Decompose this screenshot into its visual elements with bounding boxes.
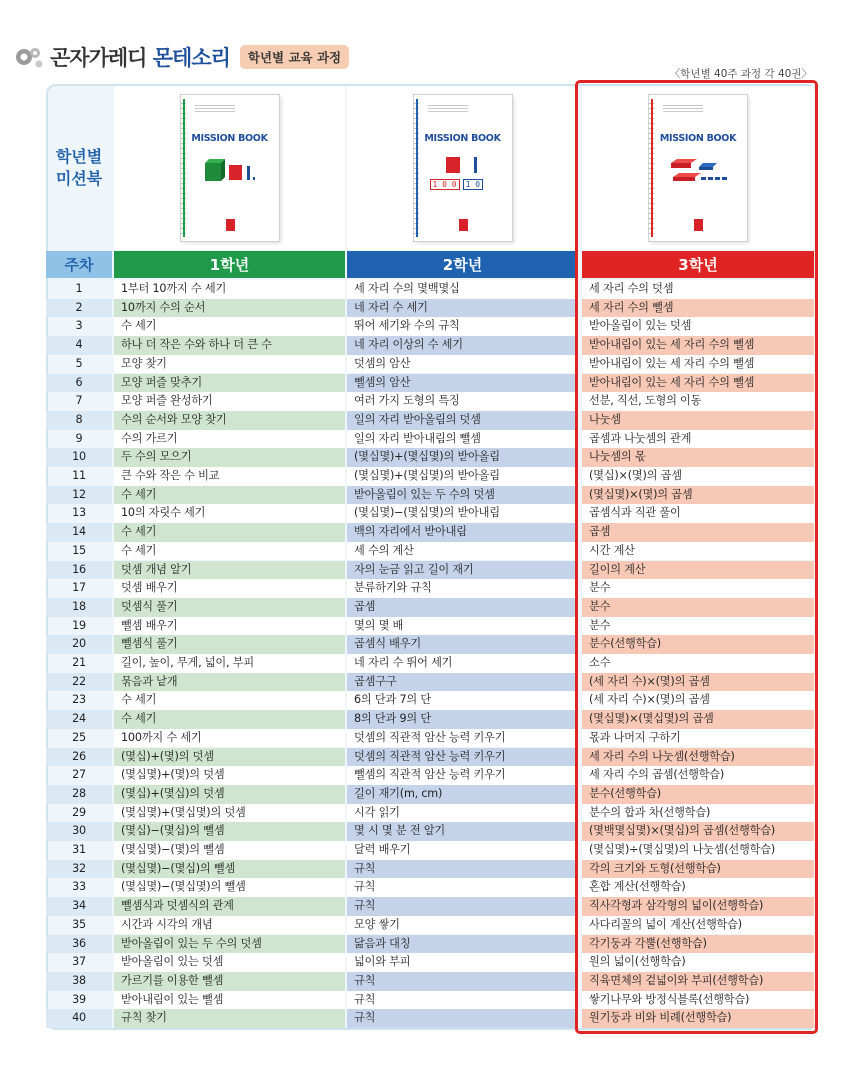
- grade3-cell: 선분, 직선, 도형의 이동: [582, 392, 814, 411]
- week-cell: 34: [46, 897, 112, 916]
- grade1-cell: 받아내림이 있는 뺄셈: [114, 991, 345, 1010]
- table-row: [46, 804, 816, 823]
- grade1-cell: (몇십몇)−(몇십몇)의 뺄셈: [114, 878, 345, 897]
- grade1-cell: 시간과 시각의 개념: [114, 916, 345, 935]
- table-row: [46, 897, 816, 916]
- week-cell: 4: [46, 336, 112, 355]
- grade1-cell: 뺄셈 배우기: [114, 617, 345, 636]
- grade2-cell: 덧셈의 암산: [347, 355, 578, 374]
- grade3-cell: 몫과 나머지 구하기: [582, 729, 814, 748]
- week-cell: 5: [75, 356, 83, 370]
- header-week: 주차: [46, 251, 112, 278]
- grade1-cell: 수 세기: [114, 710, 345, 729]
- fraction-bars-icon: [669, 157, 729, 185]
- grade2-cell: (몇십몇)+(몇십몇)의 받아올림: [347, 467, 578, 486]
- mission-book-grade1[interactable]: [181, 95, 279, 241]
- grade2-cell: 길이 재기(m, cm): [347, 785, 578, 804]
- week-cell: 12: [46, 486, 112, 505]
- table-row: [46, 748, 816, 767]
- grade2-cell: 규칙: [347, 1009, 578, 1028]
- week-cell: 17: [72, 581, 86, 595]
- table-row: [46, 598, 816, 617]
- grade3-cell: (세 자리 수)×(몇)의 곱셈: [582, 691, 814, 710]
- grade2-cell: 달력 배우기: [347, 841, 578, 860]
- table-row: [46, 280, 816, 299]
- grade3-cell: 분수(선행학습): [582, 785, 814, 804]
- week-cell: 19: [72, 618, 86, 632]
- table-row: [46, 916, 816, 935]
- grade3-cell: 분수: [582, 598, 814, 617]
- week-cell: 20: [46, 635, 112, 654]
- grade2-cell: 네 자리 이상의 수 세기: [347, 336, 578, 355]
- table-row: [46, 561, 816, 580]
- grade1-cell: 덧셈 개념 알기: [114, 561, 345, 580]
- table-row: [46, 860, 816, 879]
- table-row: [46, 392, 816, 411]
- grade3-cell: 혼합 계산(선행학습): [582, 878, 814, 897]
- grade2-cell: 자의 눈금 읽고 길이 재기: [347, 561, 578, 580]
- curriculum-badge: 학년별 교육 과정: [240, 45, 349, 69]
- grade3-cell: 곱셈식과 직관 풀이: [582, 504, 814, 523]
- week-cell: 23: [72, 693, 86, 707]
- grade3-cell: 직사각형과 삼각형의 넓이(선행학습): [582, 897, 814, 916]
- week-cell: 24: [46, 710, 112, 729]
- grade3-cell: 세 자리 수의 뺄셈: [582, 299, 814, 318]
- table-row: [46, 336, 816, 355]
- table-row: [46, 635, 816, 654]
- grade3-cell: 나눗셈: [582, 411, 814, 430]
- week-cell: 31: [72, 843, 86, 856]
- book-cell-grade2: [347, 86, 578, 250]
- grade1-cell: (몇십)+(몇십)의 덧셈: [114, 785, 345, 804]
- grade1-cell: (몇십몇)+(몇십몇)의 덧셈: [114, 804, 345, 823]
- grade3-cell: 곱셈: [582, 523, 814, 542]
- week-cell: 35: [72, 917, 86, 931]
- grade1-cell: (몇십몇)−(몇)의 뺄셈: [114, 841, 345, 860]
- grade2-cell: 일의 자리 받아올림의 덧셈: [347, 411, 578, 430]
- grade2-cell: 시각 읽기: [347, 804, 578, 823]
- grade3-cell: 사다리꼴의 넓이 계산(선행학습): [582, 916, 814, 935]
- grade1-cell: (몇십몇)−(몇십)의 뺄셈: [114, 860, 345, 879]
- table-row: [46, 430, 816, 449]
- grade3-cell: 곱셈과 나눗셈의 관계: [582, 430, 814, 449]
- mission-book-grade2[interactable]: [414, 95, 512, 241]
- grade1-cell: 모양 퍼즐 완성하기: [114, 392, 345, 411]
- table-row: [46, 504, 816, 523]
- grade2-cell: 여러 가지 도형의 특징: [347, 392, 578, 411]
- week-cell: 30: [46, 822, 112, 841]
- grade3-cell: (몇십몇)÷(몇십몇)의 나눗셈(선행학습): [582, 841, 814, 860]
- place-value-cards: 1 0 0 1 0: [430, 179, 484, 190]
- table-row: [46, 355, 816, 374]
- grade3-cell: (세 자리 수)×(몇)의 곱셈: [582, 673, 814, 692]
- table-row: [46, 374, 816, 393]
- week-cell: 2: [46, 299, 112, 318]
- grade2-cell: (몇십몇)−(몇십몇)의 받아내림: [347, 504, 578, 523]
- week-cell: 10: [46, 448, 112, 467]
- grade1-cell: 10까지 수의 순서: [114, 299, 345, 318]
- grade2-cell: 규칙: [347, 878, 578, 897]
- grade1-cell: 모양 퍼즐 맞추기: [114, 374, 345, 393]
- grade1-cell: (몇십)−(몇십)의 뺄셈: [114, 822, 345, 841]
- table-row: [46, 617, 816, 636]
- grade3-cell: (몇백몇십몇)×(몇십)의 곱셈(선행학습): [582, 822, 814, 841]
- grade1-cell: 수 세기: [114, 542, 345, 561]
- grade2-cell: 규칙: [347, 897, 578, 916]
- table-row: [46, 411, 816, 430]
- table-row: [46, 878, 816, 897]
- table-row: [46, 579, 816, 598]
- grade3-cell: 세 자리 수의 나눗셈(선행학습): [582, 748, 814, 767]
- week-cell: 39: [72, 992, 86, 1006]
- grade3-cell: 받아올림이 있는 덧셈: [582, 317, 814, 336]
- table-row: [46, 467, 816, 486]
- table-row: [46, 317, 816, 336]
- grade2-cell: 일의 자리 받아내림의 뺄셈: [347, 430, 578, 449]
- grade3-cell: 원의 넓이(선행학습): [582, 953, 814, 972]
- grade3-cell: 길이의 계산: [582, 561, 814, 580]
- grade3-cell: 분수(선행학습): [582, 635, 814, 654]
- grade2-cell: 네 자리 수 세기: [347, 299, 578, 318]
- grade1-cell: 수의 가르기: [114, 430, 345, 449]
- book-cell-grade3: [582, 86, 814, 250]
- grade1-cell: 수의 순서와 모양 찾기: [114, 411, 345, 430]
- book-title: MISSION BOOK: [191, 133, 268, 144]
- grade3-cell: 나눗셈의 몫: [582, 448, 814, 467]
- grade3-cell: 소수: [582, 654, 814, 673]
- week-cell: 37: [72, 955, 86, 969]
- grade1-cell: 100까지 수 세기: [114, 729, 345, 748]
- table-row: [46, 972, 816, 991]
- week-cell: 33: [72, 880, 86, 894]
- grade2-cell: 몇 시 몇 분 전 알기: [347, 822, 578, 841]
- mission-book-grade3[interactable]: [649, 95, 747, 241]
- page-header: [14, 40, 349, 74]
- table-row: [46, 523, 816, 542]
- grade1-cell: 수 세기: [114, 691, 345, 710]
- week-cell: 6: [46, 374, 112, 393]
- grade1-cell: 모양 찾기: [114, 355, 345, 374]
- grade1-cell: 뺄셈식 풀기: [114, 635, 345, 654]
- grade1-cell: (몇십)+(몇)의 덧셈: [114, 748, 345, 767]
- table-row: [46, 766, 816, 785]
- table-row: [46, 729, 816, 748]
- week-cell: 11: [72, 469, 86, 482]
- table-row: [46, 991, 816, 1010]
- mission-book-row: [46, 86, 816, 250]
- table-row: [46, 691, 816, 710]
- grade3-cell: 받아내림이 있는 세 자리 수의 뺄셈: [582, 355, 814, 374]
- grade3-cell: 쌓기나무와 방정식블록(선행학습): [582, 991, 814, 1010]
- mission-book-label: 학년별 미션북: [55, 146, 103, 188]
- week-cell: 15: [72, 543, 86, 557]
- week-cell: 25: [72, 730, 86, 744]
- grade3-cell: 시간 계산: [582, 542, 814, 561]
- week-cell: 7: [75, 394, 83, 408]
- grade3-cell: (몇십)×(몇)의 곱셈: [582, 467, 814, 486]
- week-cell: 3: [75, 319, 83, 333]
- grade2-cell: 모양 쌓기: [347, 916, 578, 935]
- grade2-cell: 뺄셈의 직관적 암산 능력 키우기: [347, 766, 578, 785]
- book-title: MISSION BOOK: [659, 133, 737, 144]
- table-row: [46, 542, 816, 561]
- grade1-cell: 수 세기: [114, 486, 345, 505]
- week-cell: 27: [72, 768, 86, 782]
- grade2-cell: 곱셈구구: [347, 673, 578, 692]
- grade1-cell: 큰 수와 작은 수 비교: [114, 467, 345, 486]
- grade1-cell: 10의 자릿수 세기: [114, 504, 345, 523]
- course-note: 〈학년별 40주 과정 각 40권〉: [669, 68, 812, 80]
- grade3-cell: 분수: [582, 579, 814, 598]
- grade2-cell: 규칙: [347, 860, 578, 879]
- week-cell: 40: [46, 1009, 112, 1028]
- grade1-cell: (몇십몇)+(몇)의 덧셈: [114, 766, 345, 785]
- table-row: [46, 710, 816, 729]
- grade1-cell: 묶음과 낱개: [114, 673, 345, 692]
- grade2-cell: 덧셈의 직관적 암산 능력 키우기: [347, 748, 578, 767]
- table-row: [46, 1009, 816, 1028]
- table-row: [46, 785, 816, 804]
- grade2-cell: 백의 자리에서 받아내림: [347, 523, 578, 542]
- grade3-cell: (몇십몇)×(몇)의 곱셈: [582, 486, 814, 505]
- grade1-cell: 두 수의 모으기: [114, 448, 345, 467]
- grade3-cell: 받아내림이 있는 세 자리 수의 뺄셈: [582, 336, 814, 355]
- grade1-cell: 규칙 찾기: [114, 1009, 345, 1028]
- grade2-cell: (몇십몇)+(몇십몇)의 받아올림: [347, 448, 578, 467]
- grade3-cell: 직육면체의 겉넓이와 부피(선행학습): [582, 972, 814, 991]
- week-cell: 16: [46, 561, 112, 580]
- grade3-cell: 각기둥과 각뿔(선행학습): [582, 935, 814, 954]
- grade1-cell: 1부터 10까지 수 세기: [114, 280, 345, 299]
- grade2-cell: 곱셈: [347, 598, 578, 617]
- grade1-cell: 덧셈식 풀기: [114, 598, 345, 617]
- week-cell: 18: [46, 598, 112, 617]
- book-cell-grade1: [114, 86, 345, 250]
- grade1-cell: 가르기를 이용한 뺄셈: [114, 972, 345, 991]
- week-cell: 14: [46, 523, 112, 542]
- grade2-cell: 덧셈의 직관적 암산 능력 키우기: [347, 729, 578, 748]
- grade3-cell: (몇십몇)×(몇십몇)의 곱셈: [582, 710, 814, 729]
- grade1-cell: 수 세기: [114, 317, 345, 336]
- grade2-cell: 8의 단과 9의 단: [347, 710, 578, 729]
- header-grade2: 2학년: [347, 251, 578, 278]
- grade2-cell: 닮음과 대칭: [347, 935, 578, 954]
- week-cell: 28: [46, 785, 112, 804]
- grade3-cell: 분수의 합과 차(선행학습): [582, 804, 814, 823]
- week-cell: 21: [72, 656, 86, 669]
- grade2-cell: 넓이와 부피: [347, 953, 578, 972]
- header-grade1: 1학년: [114, 251, 345, 278]
- grade1-cell: 받아올림이 있는 두 수의 덧셈: [114, 935, 345, 954]
- grade1-cell: 길이, 높이, 무게, 넓이, 부피: [114, 654, 345, 673]
- grade2-cell: 6의 단과 7의 단: [347, 691, 578, 710]
- grade2-cell: 세 수의 계산: [347, 542, 578, 561]
- week-cell: 36: [46, 935, 112, 954]
- table-row: [46, 822, 816, 841]
- grade1-cell: 받아올림이 있는 덧셈: [114, 953, 345, 972]
- week-cell: 13: [72, 506, 86, 520]
- grade2-cell: 규칙: [347, 991, 578, 1010]
- place-value-blocks-icon: [438, 155, 490, 175]
- grade2-cell: 뛰어 세기와 수의 규칙: [347, 317, 578, 336]
- week-cell: 1: [75, 282, 83, 295]
- book-title: MISSION BOOK: [424, 133, 501, 144]
- brand-logo-icon: [14, 44, 44, 70]
- grade1-cell: 뺄셈식과 덧셈식의 관계: [114, 897, 345, 916]
- week-cell: 22: [46, 673, 112, 692]
- grade2-cell: 분류하기와 규칙: [347, 579, 578, 598]
- week-cell: 26: [46, 748, 112, 767]
- grade3-cell: 분수: [582, 617, 814, 636]
- brand-title: 곤자가레디 몬테소리: [50, 46, 230, 70]
- week-cell: 29: [72, 805, 86, 819]
- table-row: [46, 841, 816, 860]
- grade3-cell: 세 자리 수의 곱셈(선행학습): [582, 766, 814, 785]
- table-row: [46, 448, 816, 467]
- table-row: [46, 953, 816, 972]
- week-cell: 9: [75, 431, 83, 445]
- grade3-cell: 세 자리 수의 덧셈: [582, 280, 814, 299]
- grade3-cell: 원기둥과 비와 비례(선행학습): [582, 1009, 814, 1028]
- grade2-cell: 네 자리 수 뛰어 세기: [347, 654, 578, 673]
- table-row: [46, 654, 816, 673]
- grade2-cell: 뺄셈의 암산: [347, 374, 578, 393]
- week-cell: 32: [46, 860, 112, 879]
- table-row: [46, 486, 816, 505]
- grade1-cell: 수 세기: [114, 523, 345, 542]
- week-cell: 38: [46, 972, 112, 991]
- grade3-cell: 각의 크기와 도형(선행학습): [582, 860, 814, 879]
- cube-blocks-icon: [203, 157, 259, 183]
- grade2-cell: 받아올림이 있는 두 수의 덧셈: [347, 486, 578, 505]
- grade2-cell: 규칙: [347, 972, 578, 991]
- grade1-cell: 하나 더 작은 수와 하나 더 큰 수: [114, 336, 345, 355]
- grade2-cell: 몇의 몇 배: [347, 617, 578, 636]
- header-grade3: 3학년: [582, 251, 814, 278]
- grade1-cell: 덧셈 배우기: [114, 579, 345, 598]
- grade2-cell: 곱셈식 배우기: [347, 635, 578, 654]
- grade2-cell: 세 자리 수의 몇백몇십: [347, 280, 578, 299]
- grade3-cell: 받아내림이 있는 세 자리 수의 뺄셈: [582, 374, 814, 393]
- table-row: [46, 935, 816, 954]
- table-row: [46, 299, 816, 318]
- week-cell: 8: [46, 411, 112, 430]
- table-row: [46, 673, 816, 692]
